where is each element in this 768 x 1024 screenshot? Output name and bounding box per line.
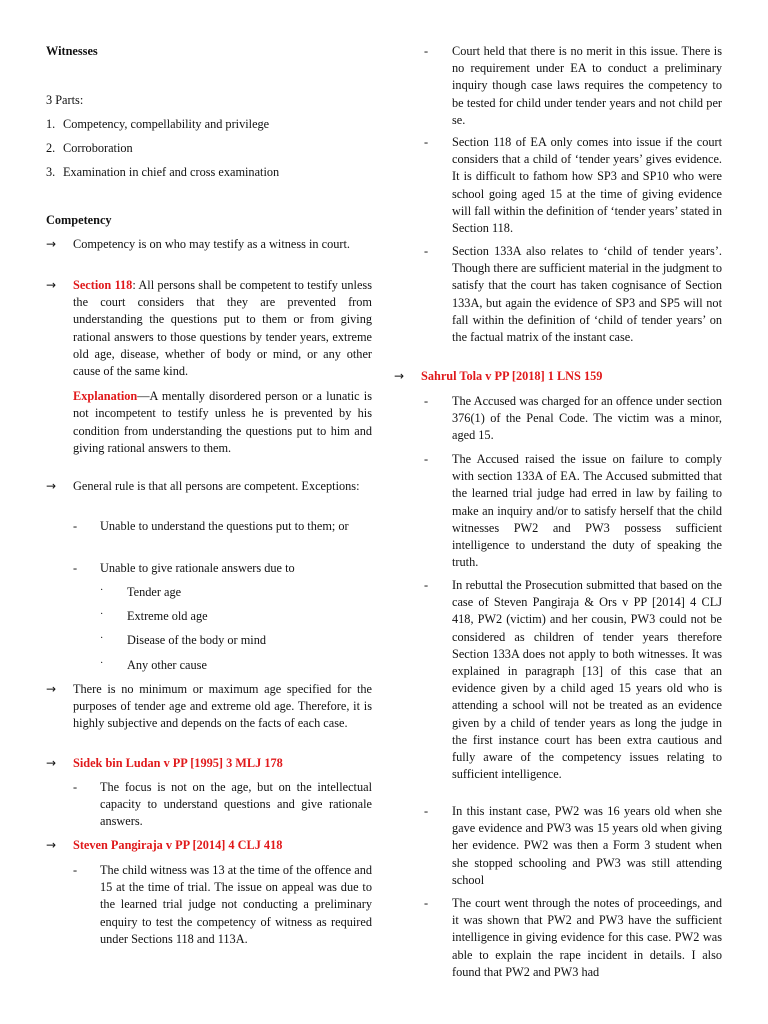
case-sidek — [46, 755, 372, 772]
cause-item: · Any other cause — [100, 658, 207, 672]
arrow-bullet-icon: → — [46, 479, 57, 493]
paragraph-general-rule: → General rule is that all persons are competent. Exceptions: — [46, 478, 372, 495]
arrow-bullet-icon: → — [46, 682, 57, 696]
cause-item: · Disease of the body or mind — [100, 633, 266, 647]
case-point: - In rebuttal the Prosecution submitted that based on the case of Steven Pangiraja & Ors v PP [2014] 4 CLJ 418, PW2 (victim) and her cousin, PW3 could not be considered as children of tender years therefore Section 133A does not apply to both witnesses. It was explained in paragraph [13] of this case that an evidence given by a child aged 15 years old who is attending a school will not be treated as an evidence given by a child of tender years as long the judge in the first instance court has been extra cautious and fully aware of the competency issues relating to sufficient intelligence. — [424, 578, 722, 782]
section-118-label: Section 118 — [73, 278, 133, 292]
case-title: Sidek bin Ludan v PP [1995] 3 MLJ 178 — [73, 756, 283, 770]
case-point: - The Accused raised the issue on failure to comply with section 133A of EA. The Accused submitted that the learned trial judge had erred in law by failing to make an inquiry and/or to satisfy herself that the child witnesses PW2 and PW3 possess sufficient intelligence to understand the duty of speaking the truth. — [424, 452, 722, 570]
holding-item: - Section 133A also relates to ‘child of tender years’. Though there are sufficient material in the judgment to satisfy that the court has taken cognisance of Section 133A, but again the evidence of SP3 and SP5 will not fall within the definition of ‘child of tender years’ on the factual matrix of the instant case. — [424, 244, 722, 345]
exception-item: - Unable to understand the questions put to them; or — [73, 519, 349, 533]
case-sahrul — [394, 368, 714, 385]
arrow-bullet-icon: → — [394, 369, 405, 383]
parts-list — [46, 116, 279, 188]
case-point: - The focus is not on the age, but on the intellectual capacity to understand questions and give rationale answers. — [73, 780, 372, 829]
case-steven — [46, 837, 372, 854]
competency-heading: Competency — [46, 213, 112, 227]
list-item: 3. Examination in chief and cross examination — [46, 165, 280, 179]
list-item: 2. Corroboration — [46, 141, 133, 155]
list-item: 1. Competency, compellability and privilege — [46, 117, 270, 131]
case-point: - The court went through the notes of proceedings, and it was shown that PW2 and PW3 have the sufficient intelligence in giving evidence for this case. PW2 was able to explain the rape incident in details. I also found that PW2 and PW3 had — [424, 896, 722, 979]
cause-item: · Extreme old age — [100, 609, 208, 623]
case-point: - The child witness was 13 at the time of the offence and 15 at the time of trial. The issue on appeal was due to the learned trial judge not conducting a preliminary enquiry to test the competency of witness as required under Sections 118 and 113A. — [73, 863, 372, 946]
arrow-bullet-icon: → — [46, 756, 57, 770]
arrow-bullet-icon: → — [46, 237, 57, 251]
explanation-label: Explanation — [73, 389, 138, 404]
paragraph-section-118: → Section 118: All persons shall be competent to testify unless the court considers that they are prevented from understanding the questions put to them or from giving rational answers to those questions by tender years, extreme old age, disease, whether of body or mind, or any other cause of the same kind. Explanation—A mentally disordered person or a lunatic is not incompetent to testify unless he is prevented by his condition from understanding the questions put to him and giving rational answers to them. — [46, 278, 372, 455]
case-title: Sahrul Tola v PP [2018] 1 LNS 159 — [421, 369, 603, 383]
paragraph-no-age-limit: → There is no minimum or maximum age specified for the purposes of tender age and extreme old age. Therefore, it is highly subjective and depends on the facts of each case. — [46, 682, 372, 731]
document-title: Witnesses — [46, 44, 98, 58]
cause-item: · Tender age — [100, 585, 182, 599]
case-point: - The Accused was charged for an offence under section 376(1) of the Penal Code. The victim was a minor, aged 15. — [424, 394, 722, 443]
paragraph-competency-definition: → Competency is on who may testify as a witness in court. — [46, 236, 372, 253]
parts-intro: 3 Parts: — [46, 93, 84, 107]
exception-item: - Unable to give rationale answers due to — [73, 561, 295, 575]
arrow-bullet-icon: → — [46, 838, 57, 852]
case-point: - In this instant case, PW2 was 16 years old when she gave evidence and PW3 was 15 years old when giving her evidence. PW2 was then a Form 3 student when she stopped schooling and PW3 was still attending school — [424, 804, 722, 887]
holding-item: - Court held that there is no merit in this issue. There is no requirement under EA to conduct a preliminary inquiry though case laws requires the competency to be tested for child under tender years and not child per se. — [424, 44, 722, 127]
arrow-bullet-icon: → — [46, 278, 57, 292]
case-title: Steven Pangiraja v PP [2014] 4 CLJ 418 — [73, 838, 283, 852]
holding-item: - Section 118 of EA only comes into issue if the court considers that a child of ‘tender years’ gives evidence. It is difficult to fathom how SP3 and SP10 who were school going aged 15 at the time of giving evidence will fall within the definition of ‘tender years’ stated in Section 118. — [424, 135, 722, 236]
